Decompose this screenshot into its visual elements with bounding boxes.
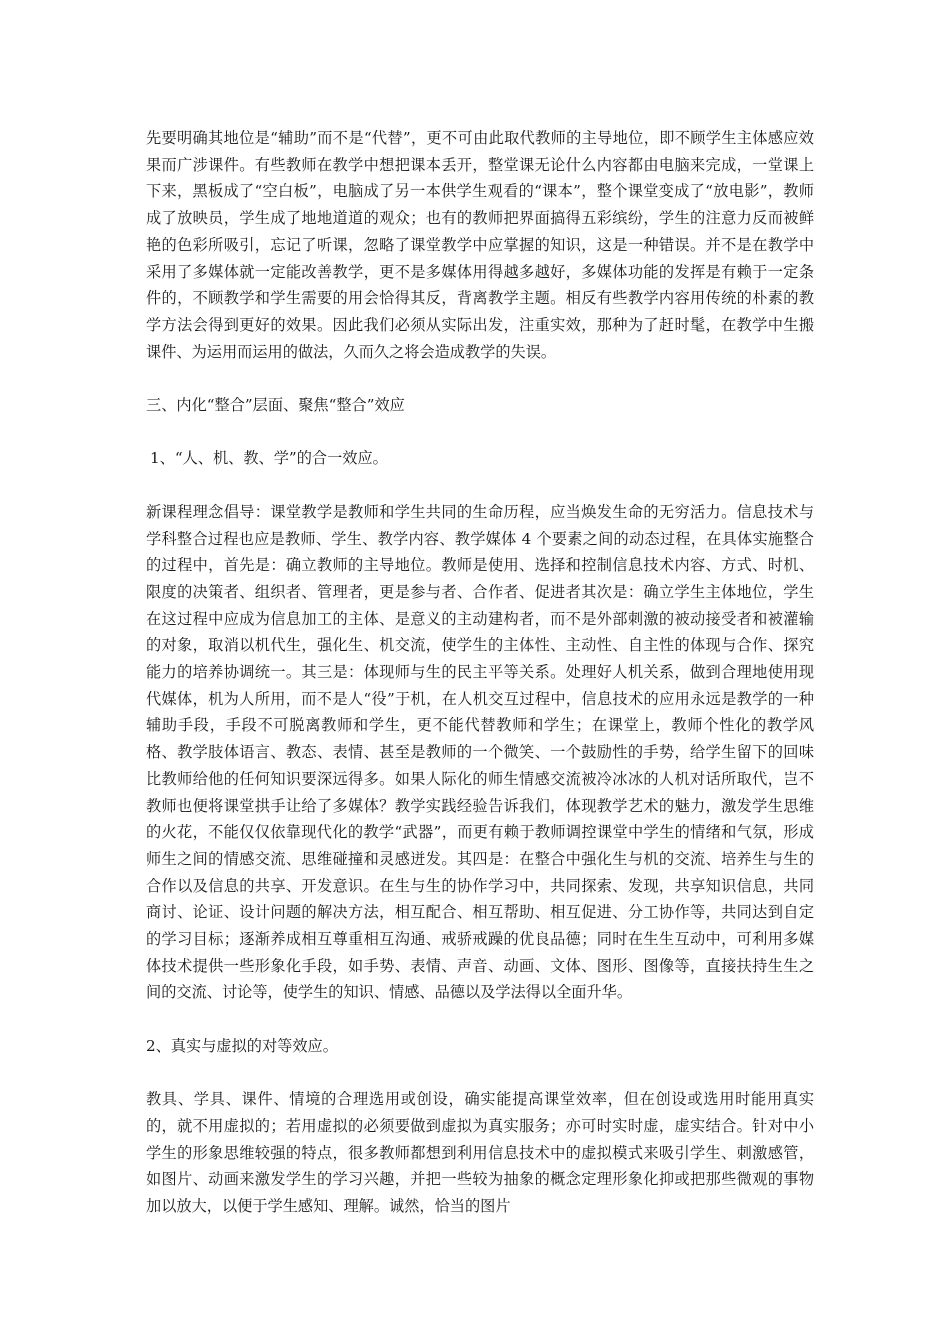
paragraph-real-virtual: 教具、学具、课件、情境的合理选用或创设，确实能提高课堂效率，但在创设或选用时能用真实的，就不用虚拟的；若用虚拟的必须要做到虚拟为真实服务；亦可时实时虚，虚实结合。针对中小学生的形象思维较强的特点，很多教师都想到利用信息技术中的虚拟模式来吸引学生、刺激感管，如图片、动画来激发学生的学习兴趣，并把一些较为抽象的概念定理形象化抑或把那些微观的事物加以放大，以便于学生感知、理解。诚然，恰当的图片 <box>146 1090 814 1216</box>
paragraph-unity-effect: 新课程理念倡导：课堂教学是教师和学生共同的生命历程，应当焕发生命的无穷活力。信息技术与学科整合过程也应是教师、学生、教学内容、教学媒体 4 个要素之间的动态过程，在具体实施整合的过程中，首先是：确立教师的主导地位。教师是使用、选择和控制信息技术内容、方式、时机、限度的决策者、组织者、管理者，更是参与者、合作者、促进者其次是：确立学生主体地位，学生在这过程中应成为信息加工的主体、是意义的主动建构者，而不是外部刺激的被动接受者和被灌输的对象，取消以机代生，强化生、机交流，使学生的主体性、主动性、自主性的体现与合作、探究能力的培养协调统一。其三是：体现师与生的民主平等关系。处理好人机关系，做到合理地使用现代媒体，机为人所用，而不是人“役”于机，在人机交互过程中，信息技术的应用永远是教学的一种辅助手段，手段不可脱离教师和学生，更不能代替教师和学生；在课堂上，教师个性化的教学风格、教学肢体语言、教态、表情、甚至是教师的一个微笑、一个鼓励性的手势，给学生留下的回味比教师给他的任何知识要深远得多。如果人际化的师生情感交流被冷冰冰的人机对话所取代，岂不教师也便将课堂拱手让给了多媒体？教学实践经验告诉我们，体现教学艺术的魅力，激发学生思维的火花，不能仅仅依靠现代化的教学“武器”，而更有赖于教师调控课堂中学生的情绪和气氛，形成师生之间的情感交流、思维碰撞和灵感迸发。其四是：在整合中强化生与机的交流、培养生与生的合作以及信息的共享、开发意识。在生与生的协作学习中，共同探索、发现，共享知识信息，共同商讨、论证、设计问题的解决方法，相互配合、相互帮助、相互促进、分工协作等，共同达到自定的学习目标；逐渐养成相互尊重相互沟通、戒骄戒躁的优良品德；同时在生生互动中，可利用多媒体技术提供一些形象化手段，如手势、表情、声音、动画、文体、图形、图像等，直接扶持生生之间的交流、讨论等，使学生的知识、情感、品德以及学法得以全面升华。 <box>146 502 814 1002</box>
document-body <box>146 125 814 1246</box>
subsection-heading-real-virtual: 2、真实与虚拟的对等效应。 <box>146 1036 338 1055</box>
section-heading-integration: 三、内化“整合”层面、聚焦“整合”效应 <box>146 396 405 415</box>
subsection-heading-unity-effect: 1、“人、机、教、学”的合一效应。 <box>150 449 388 468</box>
paragraph-multimedia-role: 先要明确其地位是“辅助”而不是“代替”，更不可由此取代教师的主导地位，即不顾学生主体感应效果而广涉课件。有些教师在教学中想把课本丢开，整堂课无论什么内容都由电脑来完成，一堂课上下来，黑板成了“空白板”，电脑成了另一本供学生观看的“课本”，整个课堂变成了“放电影”，教师成了放映员，学生成了地地道道的观众；也有的教师把界面搞得五彩缤纷，学生的注意力反而被鲜艳的色彩所吸引，忘记了听课，忽略了课堂教学中应掌握的知识，这是一种错误。并不是在教学中采用了多媒体就一定能改善教学，更不是多媒体用得越多越好，多媒体功能的发挥是有赖于一定条件的，不顾教学和学生需要的用会恰得其反，背离教学主题。相反有些教学内容用传统的朴素的教学方法会得到更好的效果。因此我们必须从实际出发，注重实效，那种为了赶时髦，在教学中生搬课件、为运用而运用的做法，久而久之将会造成教学的失误。 <box>146 129 814 361</box>
